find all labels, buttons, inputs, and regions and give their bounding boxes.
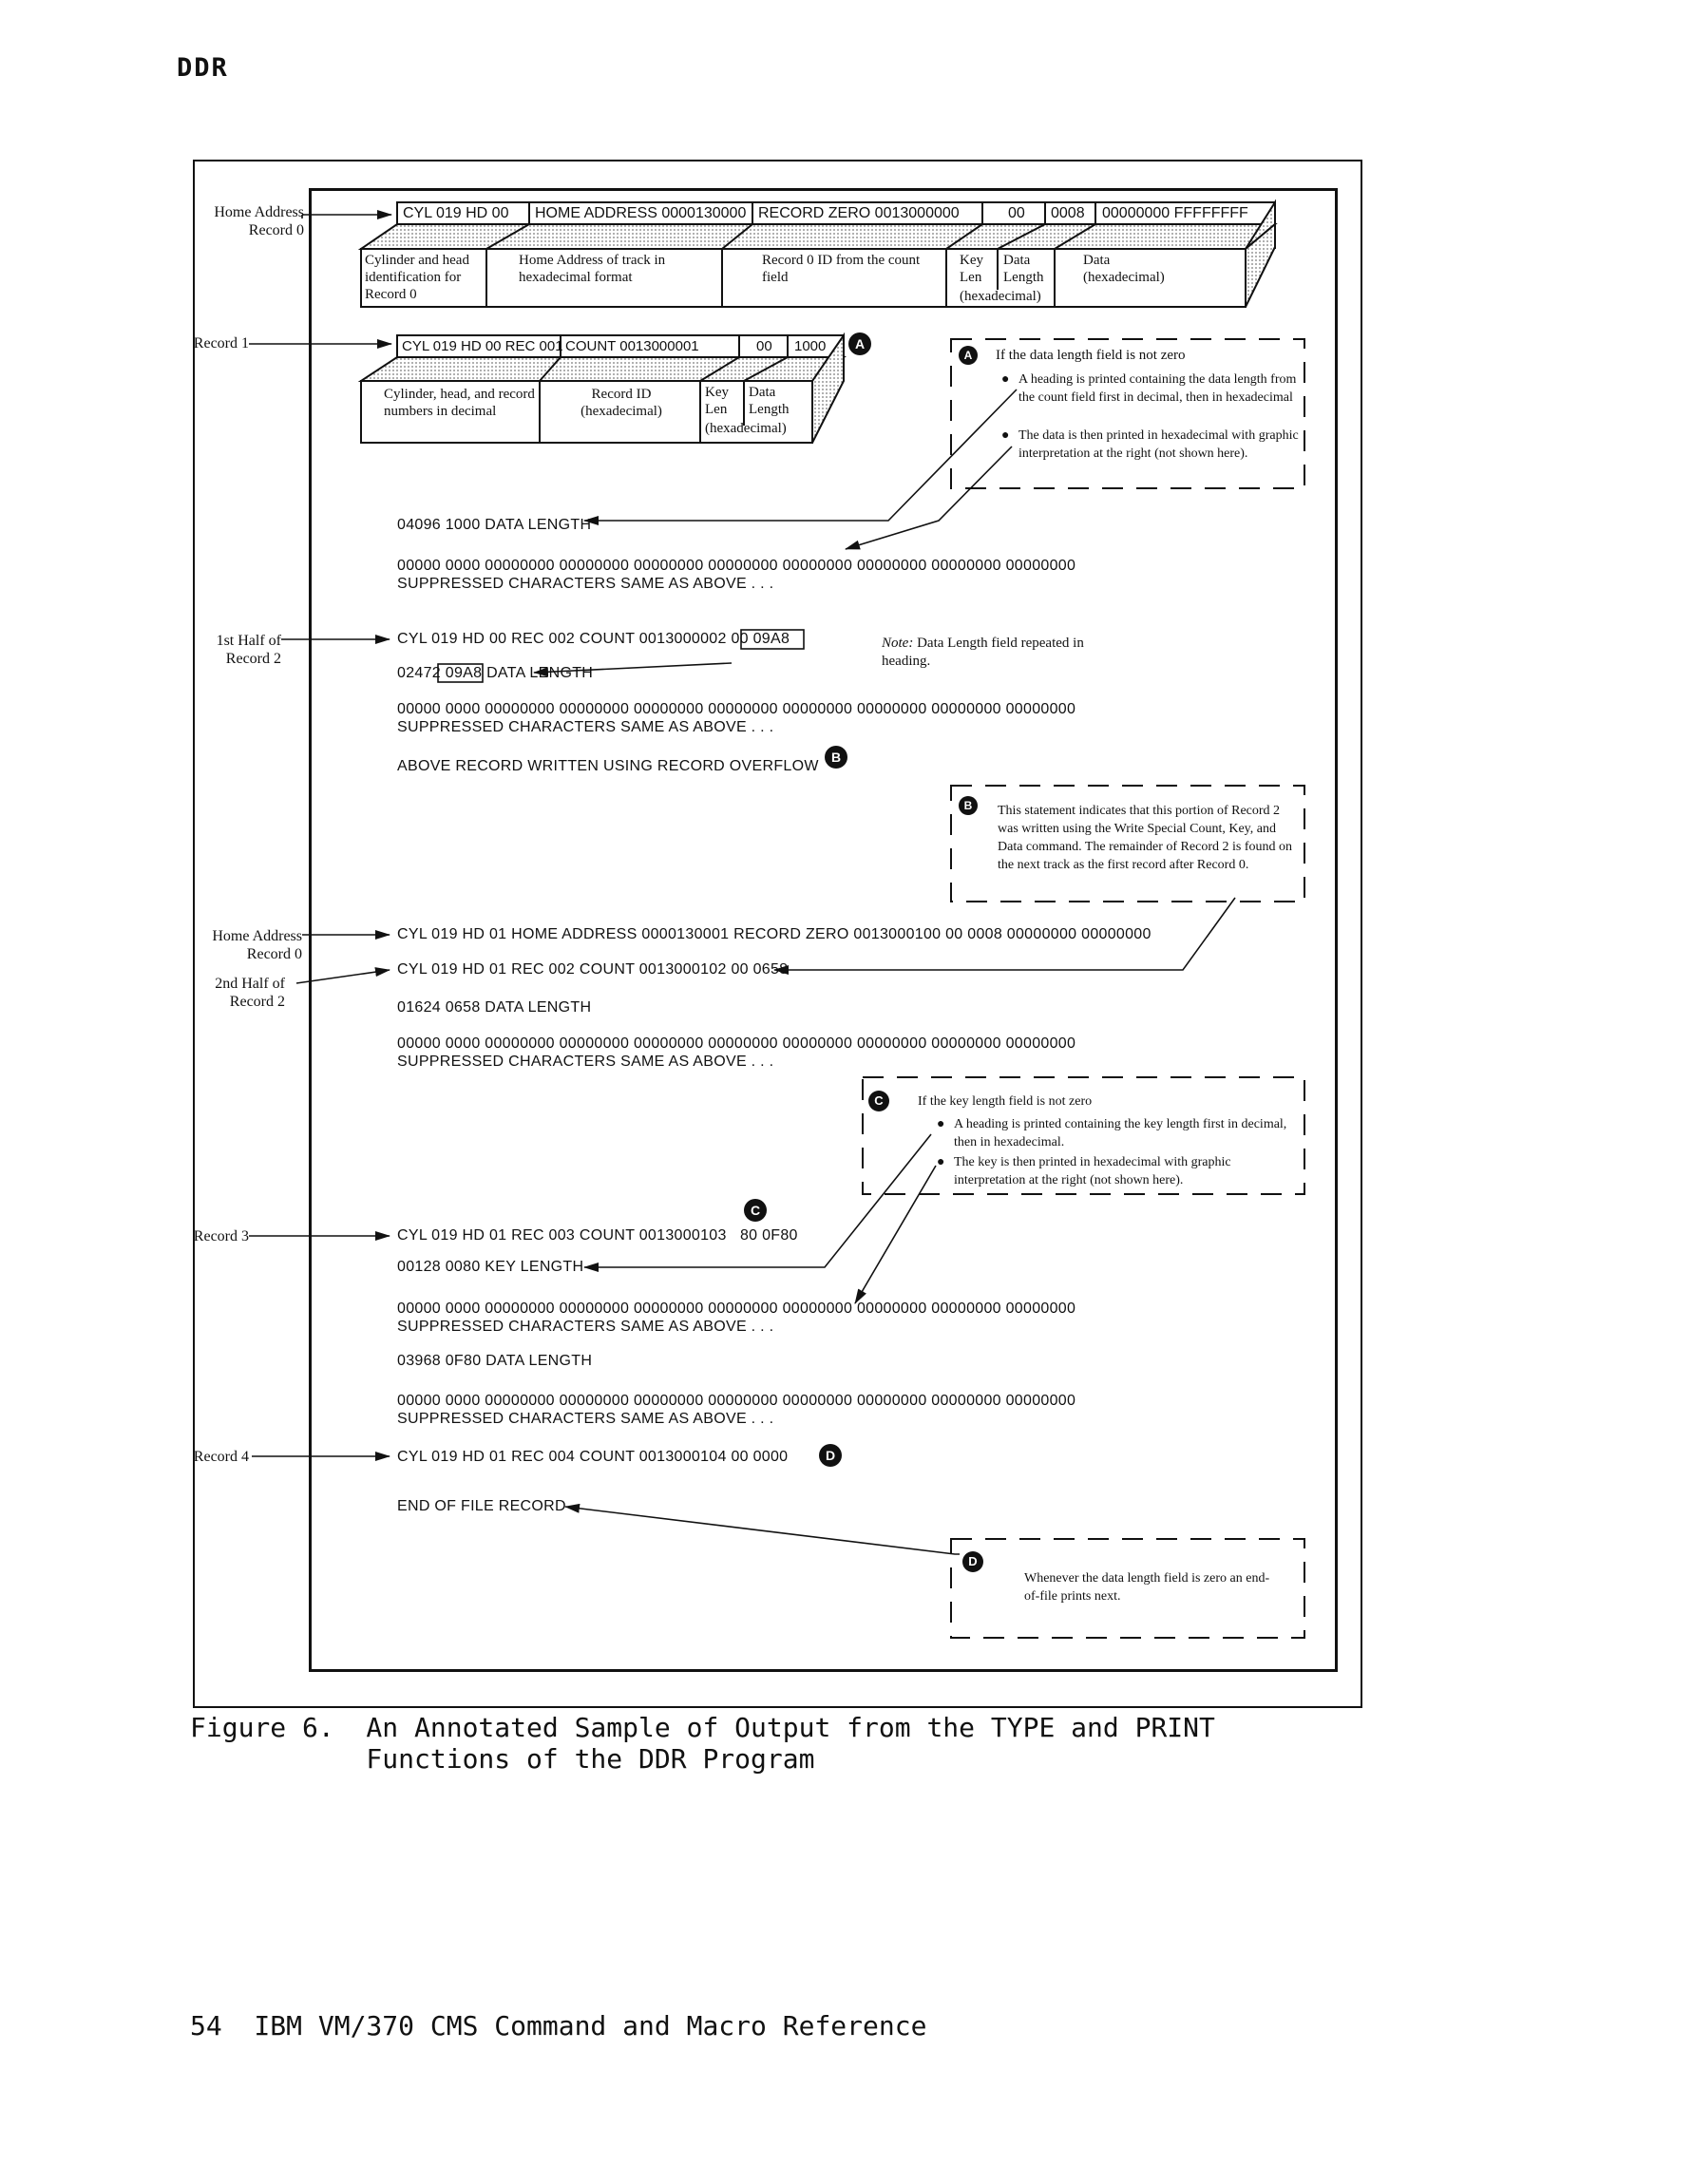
output-data-length-3: 03968 0F80 DATA LENGTH xyxy=(397,1353,593,1369)
note-c-bullet-1: ● A heading is printed containing the key length first in decimal, then in hexadecimal. xyxy=(937,1117,1287,1149)
output-zeros-3: 00000 0000 00000000 00000000 00000000 00000000 00000000 00000000 00000000 00000000 xyxy=(397,1035,1076,1052)
home-desc-hex: (hexadecimal) xyxy=(960,289,1041,304)
label-record-1: Record 1 xyxy=(193,335,249,351)
home-desc-record0: Record 0 ID from the count field xyxy=(762,253,921,285)
output-overflow: ABOVE RECORD WRITTEN USING RECORD OVERFLOW xyxy=(397,758,819,774)
note-c-bullet-2: ● The key is then printed in hexadecimal with graphic interpretation at the right (not shown here). xyxy=(937,1155,1231,1187)
output-end-of-file: END OF FILE RECORD xyxy=(397,1498,566,1514)
output-record4: CYL 019 HD 01 REC 004 COUNT 0013000104 00 0000 xyxy=(397,1449,789,1465)
home-desc-address: Home Address of track in hexadecimal format xyxy=(519,253,666,285)
label-record-3: Record 3 xyxy=(193,1228,249,1244)
note-b-text: This statement indicates that this portion of Record 2 was written using the Write Special Count, Key, and Data command. The remainder of Record 2 is found on the next track as the first record after Record 0. xyxy=(998,804,1292,872)
badge-a-note: A xyxy=(959,346,978,365)
badge-d: D xyxy=(819,1444,842,1467)
output-key-length: 00128 0080 KEY LENGTH xyxy=(397,1259,584,1275)
home-field-length: 0008 xyxy=(1051,205,1085,221)
badge-a: A xyxy=(848,332,871,355)
note-a-bullet-2: ● The data is then printed in hexadecimal with graphic interpretation at the right (not shown here). xyxy=(1001,428,1299,461)
label-home-address-0: Home Address Record 0 xyxy=(214,204,304,238)
output-record2-first-half: CYL 019 HD 00 REC 002 COUNT 0013000002 00 09A8 xyxy=(397,631,790,647)
rec1-desc-id: Record ID (hexadecimal) xyxy=(581,387,662,419)
home-field-cyl: CYL 019 HD 00 xyxy=(403,205,509,221)
half2-arrow xyxy=(296,970,390,983)
note-data-length-repeated: Note: Data Length field repeated in heading. xyxy=(882,636,1084,669)
note-d-text: Whenever the data length field is zero an end-of-file prints next. xyxy=(1024,1571,1270,1604)
output-suppressed-2: SUPPRESSED CHARACTERS SAME AS ABOVE . . . xyxy=(397,719,774,735)
home-desc-datalen: Data Length xyxy=(1003,253,1044,285)
home-field-key: 00 xyxy=(1008,205,1025,221)
rec1-field-key: 00 xyxy=(756,338,772,354)
output-suppressed-3: SUPPRESSED CHARACTERS SAME AS ABOVE . . . xyxy=(397,1054,774,1070)
rec1-desc-cylinder: Cylinder, head, and record numbers in decimal xyxy=(384,387,535,419)
label-second-half-record-2: 2nd Half of Record 2 xyxy=(215,976,285,1010)
running-head: DDR xyxy=(177,53,229,83)
output-record2-data-length: 02472 09A8 DATA LENGTH xyxy=(397,665,594,681)
badge-d-note: D xyxy=(962,1551,983,1572)
output-zeros-5: 00000 0000 00000000 00000000 00000000 00000000 00000000 00000000 00000000 00000000 xyxy=(397,1393,1076,1409)
output-zeros-4: 00000 0000 00000000 00000000 00000000 00000000 00000000 00000000 00000000 00000000 xyxy=(397,1301,1076,1317)
home-field-data: 00000000 FFFFFFFF xyxy=(1102,205,1248,221)
rec1-field-count: COUNT 0013000001 xyxy=(565,338,699,354)
rec1-desc-datalen: Data Length xyxy=(749,385,790,417)
label-first-half-record-2: 1st Half of Record 2 xyxy=(216,633,281,667)
home-desc-data: Data (hexadecimal) xyxy=(1083,253,1165,285)
figure-caption: Figure 6. An Annotated Sample of Output from the TYPE and PRINT Functions of the DDR Program xyxy=(190,1712,1215,1775)
output-zeros-2: 00000 0000 00000000 00000000 00000000 00000000 00000000 00000000 00000000 00000000 xyxy=(397,701,1076,717)
output-suppressed-5: SUPPRESSED CHARACTERS SAME AS ABOVE . . . xyxy=(397,1411,774,1427)
label-record-4: Record 4 xyxy=(193,1449,249,1465)
rec1-field-cyl: CYL 019 HD 00 REC 001 xyxy=(402,338,563,354)
badge-c: C xyxy=(744,1199,767,1222)
note-a-bullet-1: ● A heading is printed containing the data length from the count field first in decimal, then in hexadecimal xyxy=(1001,372,1297,405)
rec1-desc-hex: (hexadecimal) xyxy=(705,421,787,436)
note-a-title: If the data length field is not zero xyxy=(996,348,1186,363)
output-suppressed-1: SUPPRESSED CHARACTERS SAME AS ABOVE . . . xyxy=(397,576,774,592)
rec1-field-length: 1000 xyxy=(794,338,827,354)
output-zeros-1: 00000 0000 00000000 00000000 00000000 00000000 00000000 00000000 00000000 00000000 xyxy=(397,558,1076,574)
note-c-title: If the key length field is not zero xyxy=(918,1094,1093,1109)
home-field-record-zero: RECORD ZERO 0013000000 xyxy=(758,205,960,221)
home-desc-cylinder: Cylinder and head identification for Record 0 xyxy=(365,253,469,302)
badge-c-note: C xyxy=(868,1091,889,1111)
home-field-address: HOME ADDRESS 0000130000 xyxy=(535,205,747,221)
output-record2-data-length-2: 01624 0658 DATA LENGTH xyxy=(397,999,592,1016)
badge-b-note: B xyxy=(959,796,978,815)
output-record3: CYL 019 HD 01 REC 003 COUNT 0013000103 80 0F80 xyxy=(397,1227,798,1244)
output-record2-second-half: CYL 019 HD 01 REC 002 COUNT 0013000102 00 0658 xyxy=(397,961,789,978)
rec1-desc-keylen: Key Len xyxy=(705,385,729,417)
output-data-length-1: 04096 1000 DATA LENGTH xyxy=(397,517,592,533)
badge-b: B xyxy=(825,746,847,769)
output-home-address-1: CYL 019 HD 01 HOME ADDRESS 0000130001 RECORD ZERO 0013000100 00 0008 00000000 00000000 xyxy=(397,926,1152,942)
label-home-address-1: Home Address Record 0 xyxy=(212,928,302,962)
page-footer: 54 IBM VM/370 CMS Command and Macro Reference xyxy=(190,2010,927,2042)
output-suppressed-4: SUPPRESSED CHARACTERS SAME AS ABOVE . . . xyxy=(397,1319,774,1335)
home-desc-keylen: Key Len xyxy=(960,253,983,285)
